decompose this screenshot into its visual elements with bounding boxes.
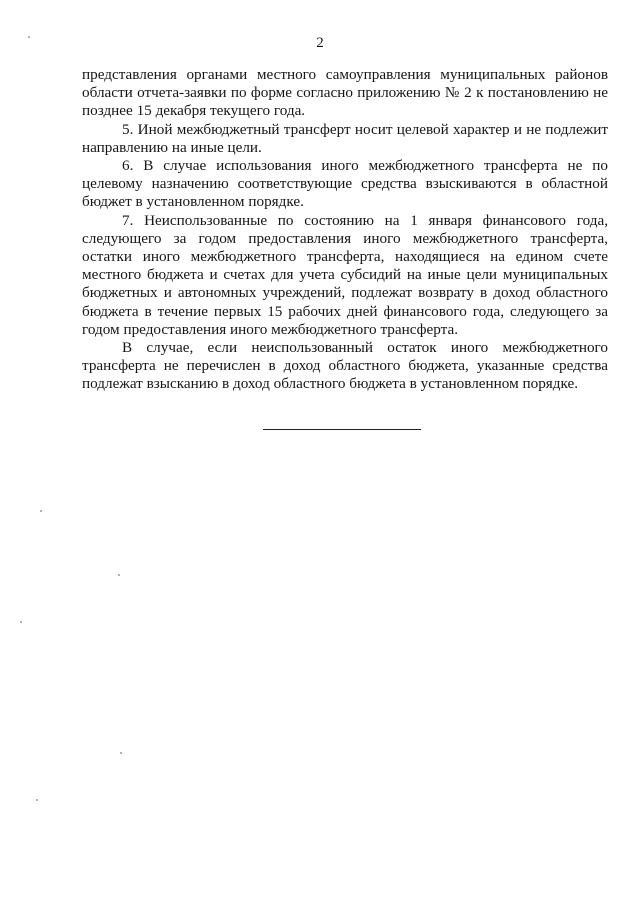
scan-speck: [118, 574, 120, 576]
paragraph-item-6: 6. В случае использования иного межбюджетного трансферта не по целевому назначению соответствующие средства взыскиваются в областной бюджет в установленном порядке.: [82, 157, 608, 211]
page-number: 2: [316, 35, 324, 51]
end-of-document-rule: [263, 429, 421, 430]
scan-speck: [28, 36, 30, 38]
scan-speck: [36, 799, 38, 801]
scan-speck: [120, 752, 122, 754]
document-body: [82, 66, 608, 394]
paragraph-continuation: представления органами местного самоуправления муниципальных районов области отчета-заявки по форме согласно приложению № 2 к постановлению не позднее 15 декабря текущего года.: [82, 66, 608, 120]
scan-speck: [40, 510, 42, 512]
paragraph-unused-balance: В случае, если неиспользованный остаток иного межбюджетного трансферта не перечислен в доход областного бюджета, указанные средства подлежат взысканию в доход областного бюджета в установленном порядке.: [82, 339, 608, 393]
paragraph-item-7: 7. Неиспользованные по состоянию на 1 января финансового года, следующего за годом предоставления иного межбюджетного трансферта, остатки иного межбюджетного трансферта, находящиеся на едином счете местного бюджета и счетах для учета субсидий на иные цели муниципальных бюджетных и автономных учреждений, подлежат возврату в доход областного бюджета в течение первых 15 рабочих дней финансового года, следующего за годом предоставления иного межбюджетного трансферта.: [82, 211, 608, 338]
paragraph-item-5: 5. Иной межбюджетный трансферт носит целевой характер и не подлежит направлению на иные цели.: [82, 120, 608, 156]
scan-speck: [20, 621, 22, 623]
